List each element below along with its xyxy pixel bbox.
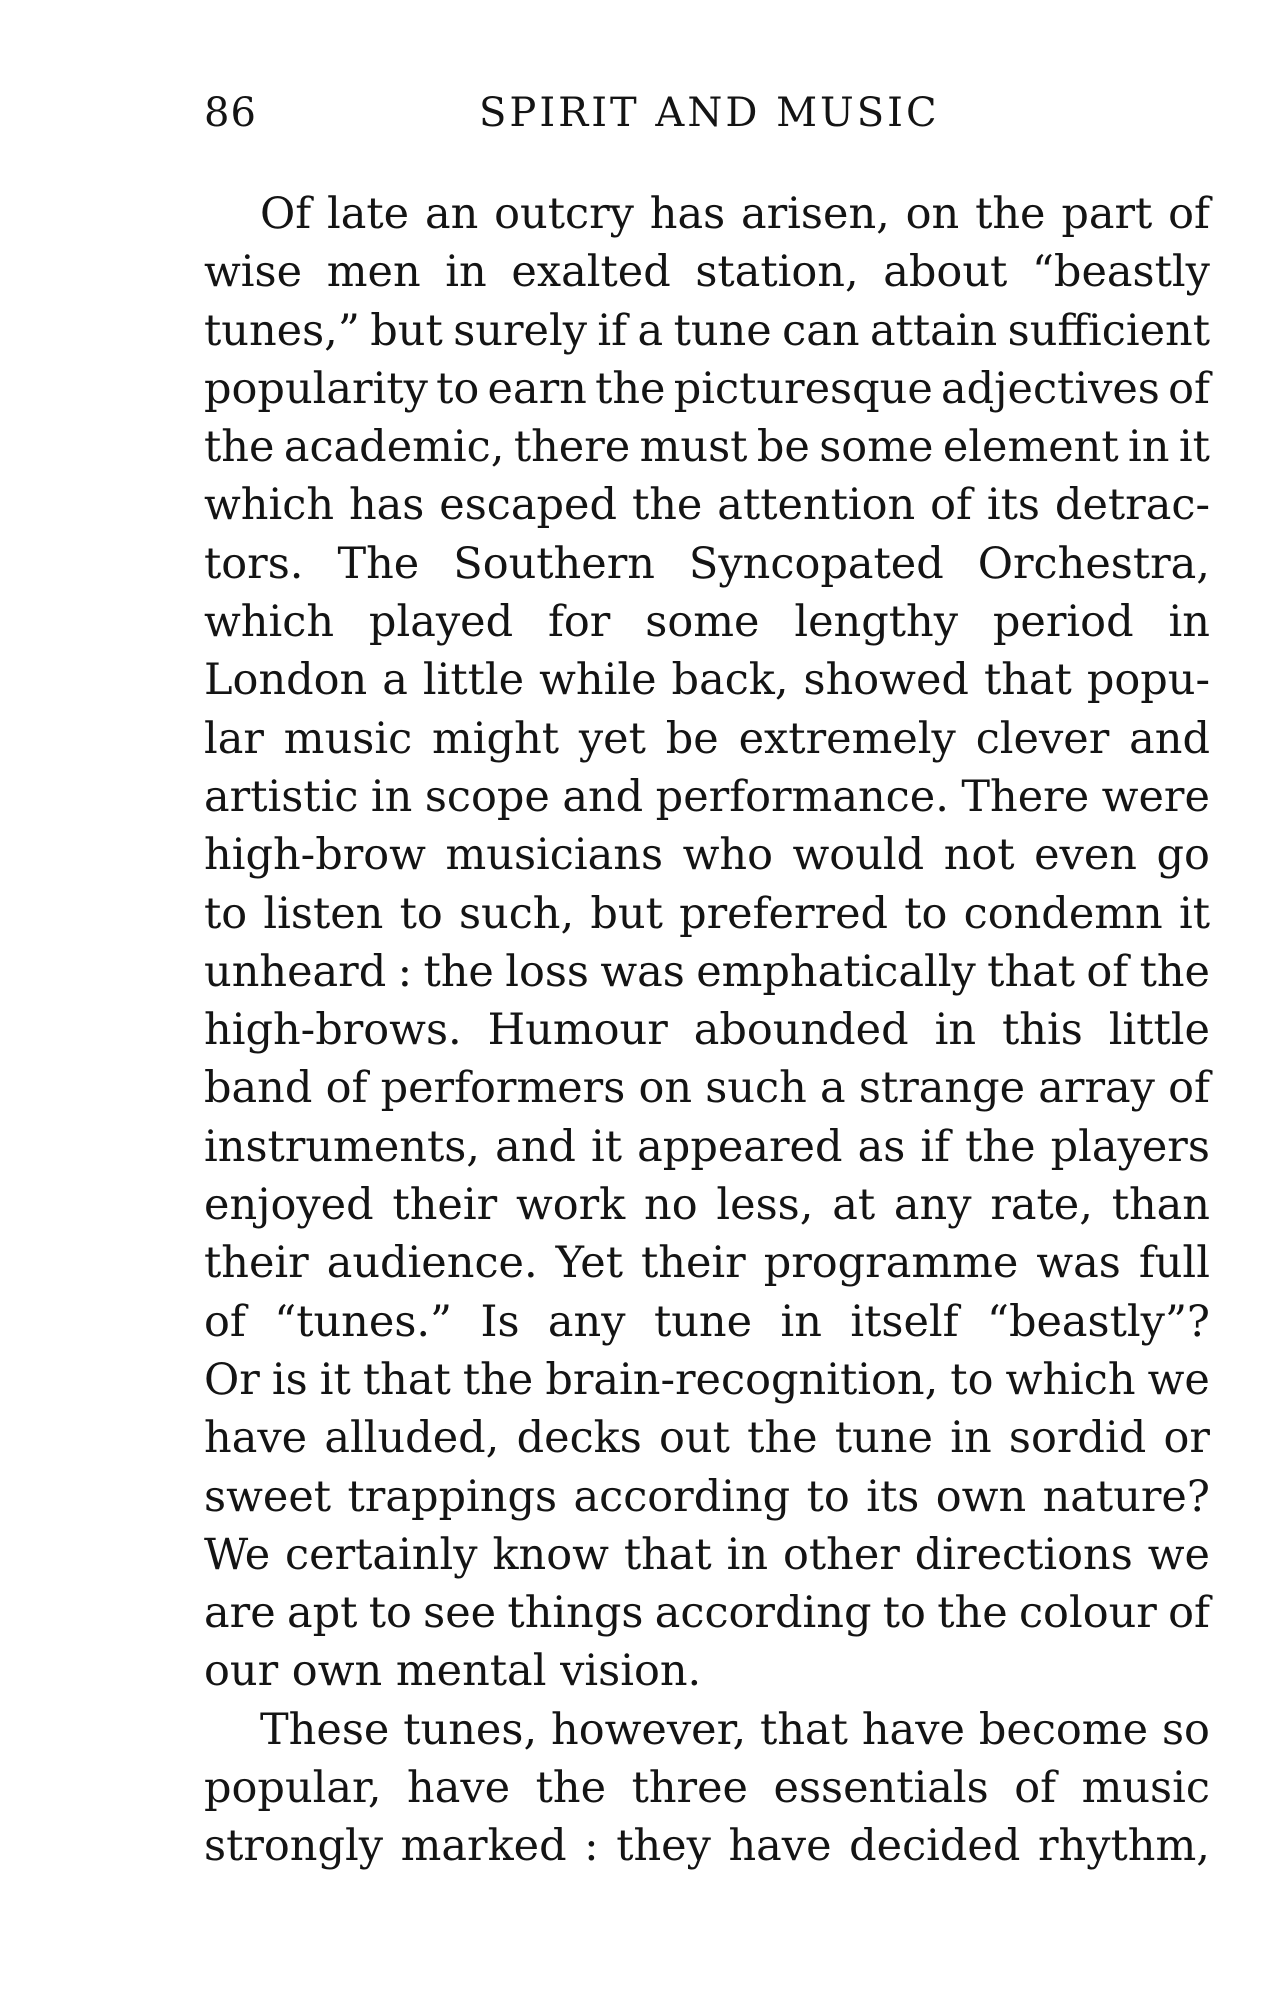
page-number: 86: [204, 90, 257, 136]
text-line: band of performers on such a strange array of: [204, 1063, 1210, 1114]
body-text: [204, 185, 1210, 1876]
text-line: wise men in exalted station, about “beastly: [204, 247, 1210, 298]
text-line: high-brow musicians who would not even go: [204, 830, 1210, 881]
text-line: their audience. Yet their programme was full: [204, 1238, 1210, 1289]
text-line: have alluded, decks out the tune in sordid or: [204, 1413, 1210, 1464]
running-title: SPIRIT AND MUSIC: [479, 90, 940, 136]
text-line: tors. The Southern Syncopated Orchestra,: [204, 538, 1210, 589]
paragraph: [204, 185, 1210, 1701]
text-line: strongly marked : they have decided rhythm,: [204, 1821, 1210, 1872]
text-line: popularity to earn the picturesque adjectives of: [204, 363, 1210, 414]
text-line: unheard : the loss was emphatically that of the: [204, 946, 1210, 997]
text-line: tunes,” but surely if a tune can attain sufficient: [204, 305, 1210, 356]
text-line: the academic, there must be some element in it: [204, 422, 1210, 473]
text-line: of “tunes.” Is any tune in itself “beastly”?: [204, 1296, 1210, 1347]
text-line: are apt to see things according to the colour of: [204, 1588, 1210, 1639]
text-line: London a little while back, showed that popu-: [204, 655, 1210, 706]
text-line: Of late an outcry has arisen, on the part of: [260, 189, 1210, 239]
text-line: Or is it that the brain-recognition, to which we: [204, 1354, 1210, 1405]
text-line: high-brows. Humour abounded in this little: [204, 1005, 1210, 1056]
text-line: which played for some lengthy period in: [204, 597, 1210, 648]
text-line: popular, have the three essentials of music: [204, 1763, 1210, 1814]
text-line: enjoyed their work no less, at any rate, than: [204, 1180, 1210, 1231]
text-line: our own mental vision.: [204, 1646, 702, 1697]
paragraph: [204, 1701, 1210, 1876]
text-line: We certainly know that in other directions we: [204, 1529, 1210, 1580]
text-line: artistic in scope and performance. There were: [204, 771, 1210, 822]
running-head: [204, 88, 1210, 138]
text-line: sweet trappings according to its own nature?: [204, 1471, 1210, 1522]
text-line: which has escaped the attention of its detrac-: [204, 480, 1210, 531]
text-line: to listen to such, but preferred to condemn it: [204, 888, 1210, 939]
text-line: lar music might yet be extremely clever and: [204, 713, 1210, 764]
text-line: These tunes, however, that have become so: [260, 1704, 1210, 1755]
text-line: instruments, and it appeared as if the players: [204, 1121, 1210, 1172]
